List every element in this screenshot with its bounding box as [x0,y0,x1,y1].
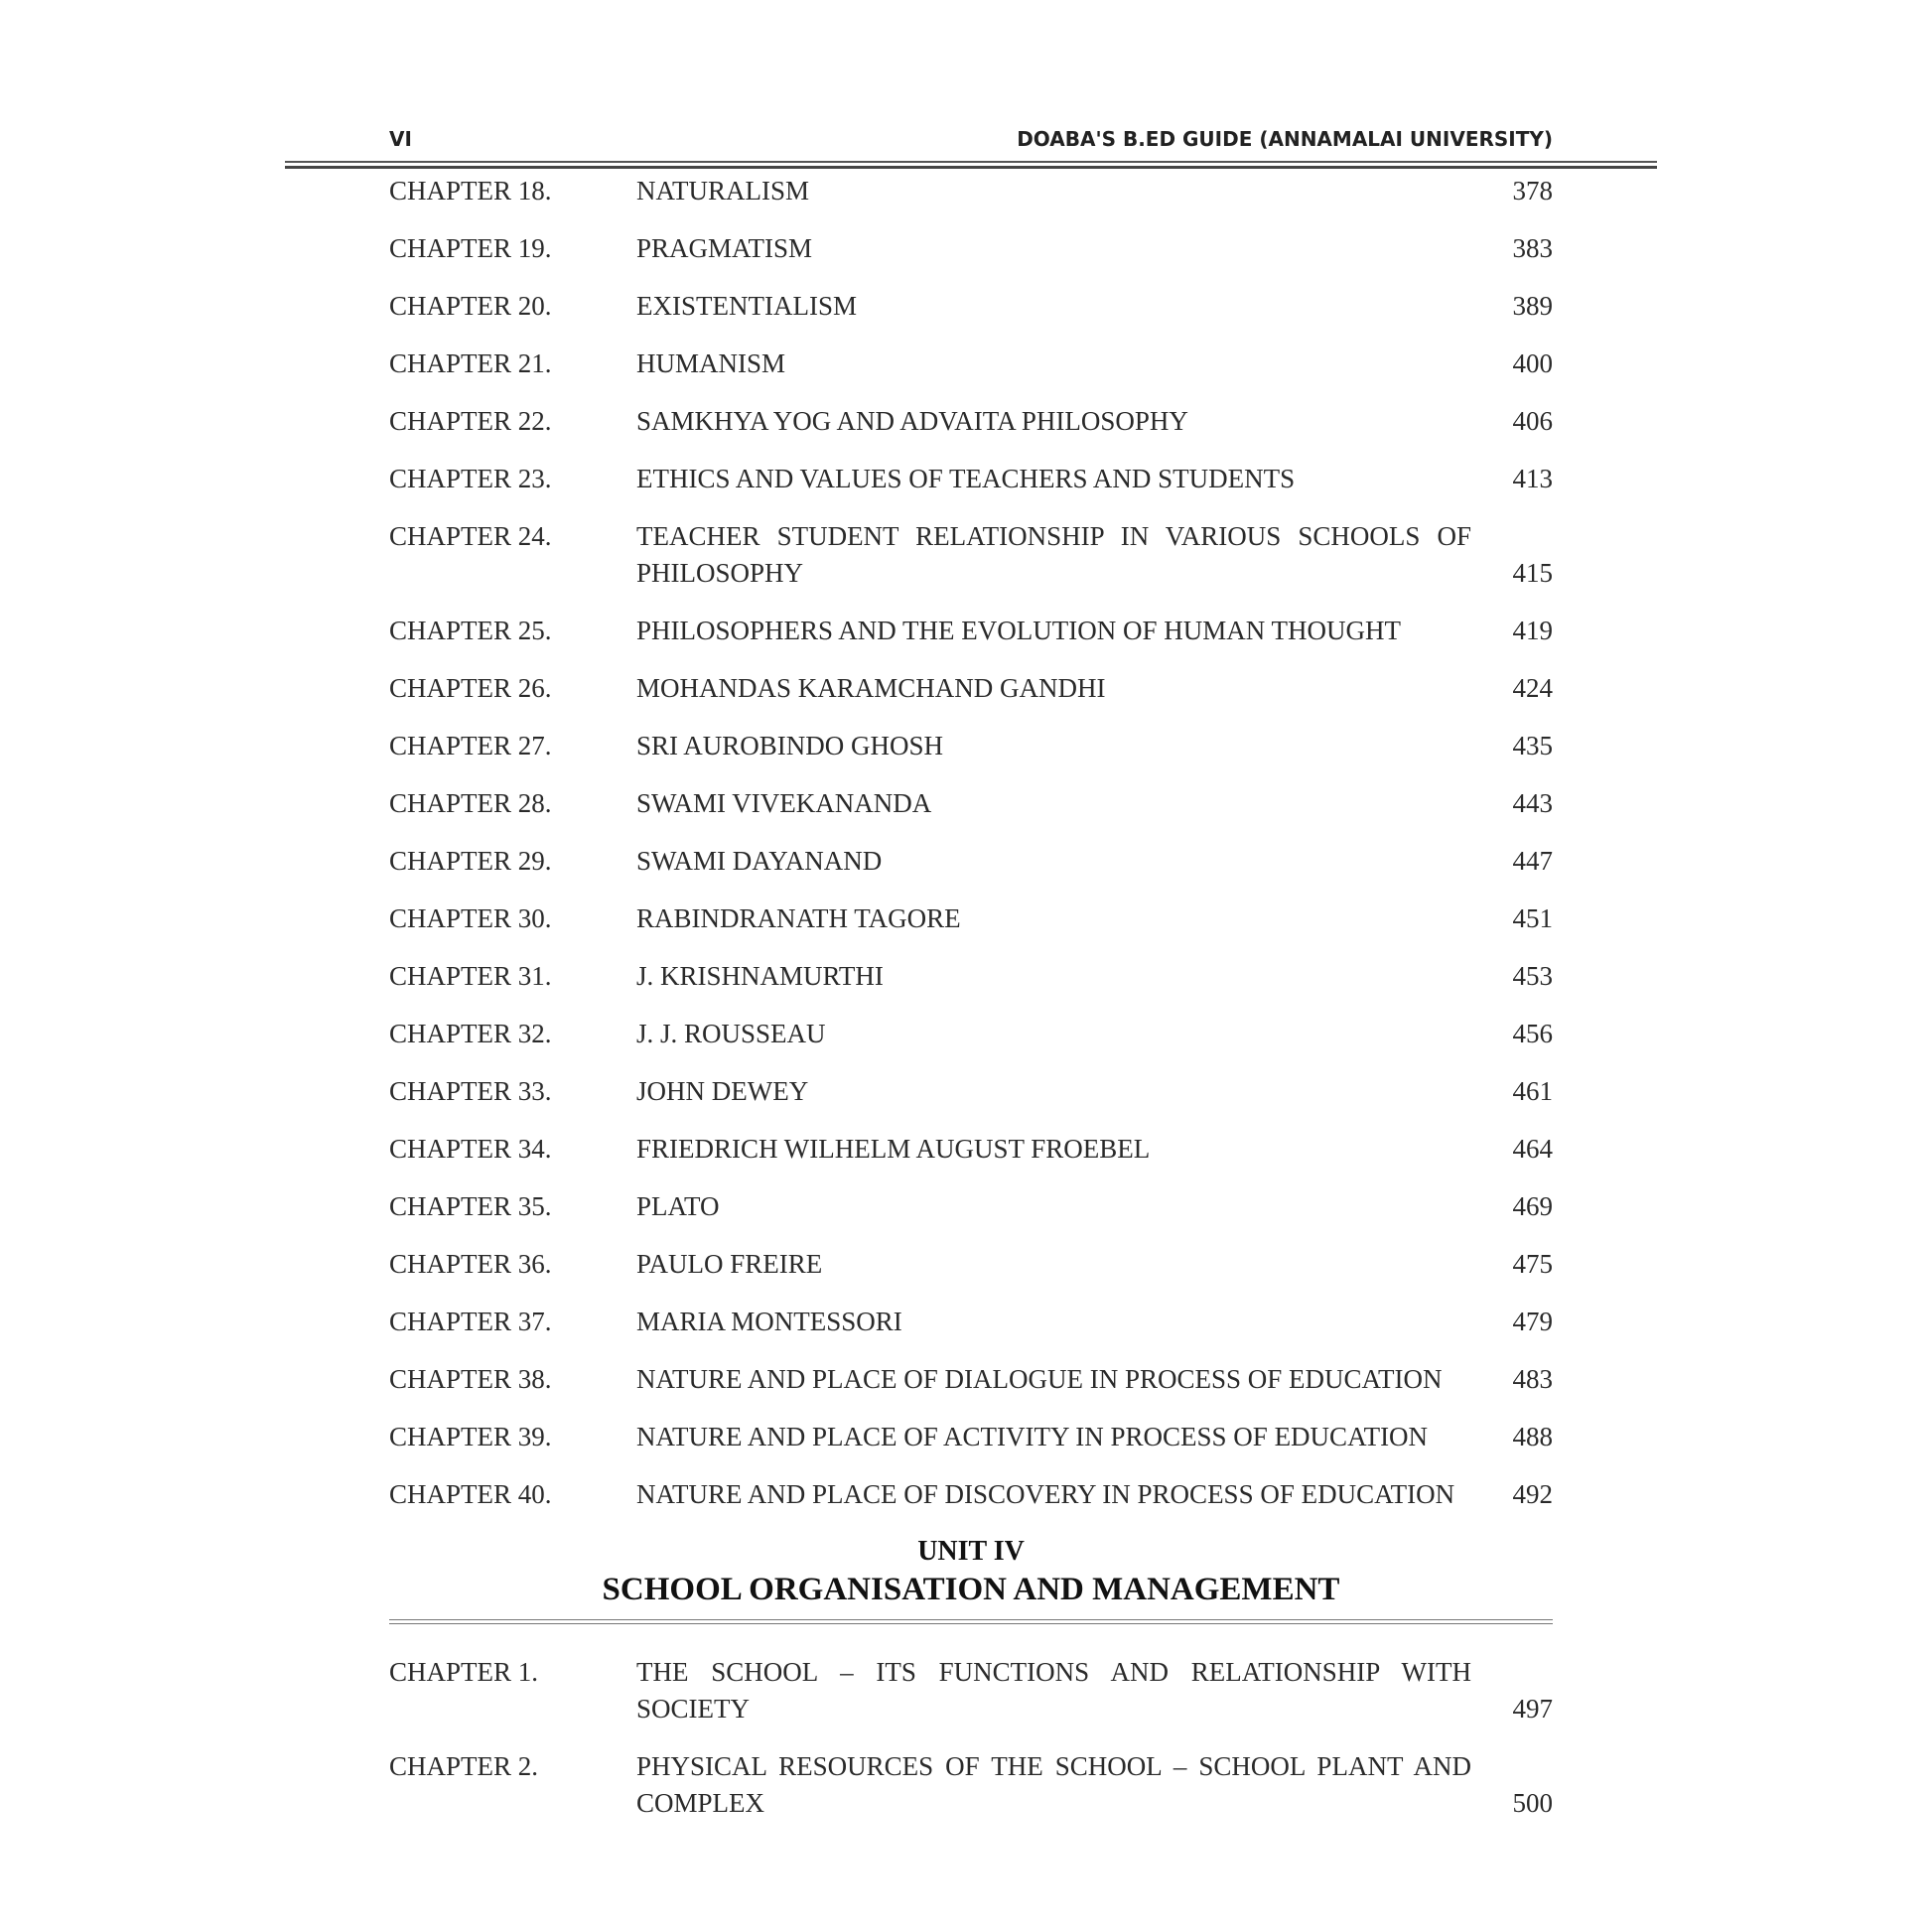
unit-rule [389,1619,1553,1620]
chapter-title: PRAGMATISM [636,233,813,263]
chapter-title: MOHANDAS KARAMCHAND GANDHI [636,673,1106,703]
chapter-title: NATURALISM [636,176,810,206]
page-number: 453 [1512,961,1553,991]
page-number: 378 [1512,176,1553,206]
page-number: 464 [1512,1134,1553,1164]
page-number: 443 [1512,788,1553,818]
toc-entry [389,518,1553,592]
chapter-number: CHAPTER 38. [389,1364,552,1394]
toc-entry [389,288,1553,325]
chapter-number: CHAPTER 29. [389,846,552,876]
chapter-title: SWAMI VIVEKANANDA [636,788,932,818]
unit-rule [389,1623,1553,1624]
page-number: 400 [1512,348,1553,378]
chapter-title: NATURE AND PLACE OF ACTIVITY IN PROCESS OF EDUCATION [636,1422,1429,1451]
toc-entry [389,1188,1553,1225]
page-number: 424 [1512,673,1553,703]
toc-entry [389,403,1553,440]
page-number: 389 [1512,291,1553,321]
chapter-number: CHAPTER 30. [389,903,552,933]
toc-entry [389,900,1553,937]
chapter-number: CHAPTER 28. [389,788,552,818]
chapter-number: CHAPTER 20. [389,291,552,321]
toc-entry [389,785,1553,822]
toc-entry [389,230,1553,267]
page-number: 413 [1512,464,1553,493]
chapter-title: PHYSICAL RESOURCES OF THE SCHOOL – SCHOOL PLANT AND COMPLEX [636,1751,1471,1818]
toc-entry [389,843,1553,880]
chapter-title: NATURE AND PLACE OF DISCOVERY IN PROCESS OF EDUCATION [636,1479,1455,1509]
page-number: 488 [1512,1422,1553,1451]
page-number: 419 [1512,616,1553,645]
toc-entry [389,958,1553,995]
chapter-number: CHAPTER 39. [389,1422,552,1451]
chapter-title: MARIA MONTESSORI [636,1307,902,1336]
chapter-number: CHAPTER 32. [389,1019,552,1048]
chapter-number: CHAPTER 36. [389,1249,552,1279]
chapter-number: CHAPTER 24. [389,521,552,551]
toc-entry [389,1016,1553,1052]
toc-entry [389,1476,1553,1513]
toc-entry [389,1246,1553,1283]
toc-entry [389,1073,1553,1110]
toc-list-unit-3 [389,173,1553,1513]
chapter-number: CHAPTER 35. [389,1191,552,1221]
chapter-title: TEACHER STUDENT RELATIONSHIP IN VARIOUS SCHOOLS OF PHILOSOPHY [636,521,1471,588]
page-number: 451 [1512,903,1553,933]
toc-entry [389,670,1553,707]
chapter-title: JOHN DEWEY [636,1076,809,1106]
page-number: 461 [1512,1076,1553,1106]
chapter-title: PLATO [636,1191,720,1221]
chapter-number: CHAPTER 27. [389,731,552,760]
chapter-title: SAMKHYA YOG AND ADVAITA PHILOSOPHY [636,406,1188,436]
page-number: 469 [1512,1191,1553,1221]
chapter-title: FRIEDRICH WILHELM AUGUST FROEBEL [636,1134,1151,1164]
chapter-title: ETHICS AND VALUES OF TEACHERS AND STUDENTS [636,464,1296,493]
chapter-title: NATURE AND PLACE OF DIALOGUE IN PROCESS OF EDUCATION [636,1364,1443,1394]
page-number: 435 [1512,731,1553,760]
toc-entry [389,1131,1553,1168]
page-number: 483 [1512,1364,1553,1394]
header-rule [285,161,1657,163]
chapter-title: RABINDRANATH TAGORE [636,903,961,933]
page-numeral: VI [389,127,412,151]
page-number: 492 [1512,1479,1553,1509]
unit-label: UNIT IV [917,1536,1025,1567]
toc-entry [389,613,1553,649]
chapter-number: CHAPTER 34. [389,1134,552,1164]
page-number: 456 [1512,1019,1553,1048]
toc-entry [389,345,1553,382]
page-number: 479 [1512,1307,1553,1336]
chapter-title: EXISTENTIALISM [636,291,857,321]
chapter-number: CHAPTER 1. [389,1657,539,1687]
chapter-number: CHAPTER 33. [389,1076,552,1106]
running-header: DOABA'S B.ED GUIDE (ANNAMALAI UNIVERSITY) [1017,127,1553,151]
toc-entry [389,173,1553,209]
chapter-number: CHAPTER 2. [389,1751,539,1781]
chapter-title: THE SCHOOL – ITS FUNCTIONS AND RELATIONSHIP WITH SOCIETY [636,1657,1471,1724]
chapter-number: CHAPTER 18. [389,176,552,206]
chapter-number: CHAPTER 22. [389,406,552,436]
toc-entry [389,1748,1553,1822]
chapter-number: CHAPTER 26. [389,673,552,703]
chapter-number: CHAPTER 31. [389,961,552,991]
header-rule-thick [285,166,1657,169]
toc-entry [389,1419,1553,1455]
unit-title: SCHOOL ORGANISATION AND MANAGEMENT [602,1572,1340,1607]
chapter-title: SWAMI DAYANAND [636,846,883,876]
page-number: 383 [1512,233,1553,263]
chapter-title: J. KRISHNAMURTHI [636,961,884,991]
toc-body [389,173,1553,1882]
chapter-number: CHAPTER 19. [389,233,552,263]
toc-entry [389,1361,1553,1398]
chapter-title: HUMANISM [636,348,786,378]
chapter-number: CHAPTER 40. [389,1479,552,1509]
chapter-title: J. J. ROUSSEAU [636,1019,826,1048]
chapter-number: CHAPTER 23. [389,464,552,493]
page-number: 475 [1512,1249,1553,1279]
page-number: 406 [1512,406,1553,436]
chapter-number: CHAPTER 37. [389,1307,552,1336]
toc-entry [389,1304,1553,1340]
toc-entry [389,461,1553,497]
chapter-title: PAULO FREIRE [636,1249,823,1279]
page-number: 500 [1512,1788,1553,1818]
page-number: 447 [1512,846,1553,876]
chapter-number: CHAPTER 21. [389,348,552,378]
toc-entry [389,1654,1553,1727]
chapter-title: PHILOSOPHERS AND THE EVOLUTION OF HUMAN THOUGHT [636,616,1402,645]
page-number: 497 [1512,1694,1553,1724]
toc-list-unit-4 [389,1654,1553,1822]
page-number: 415 [1512,558,1553,588]
chapter-title: SRI AUROBINDO GHOSH [636,731,944,760]
chapter-number: CHAPTER 25. [389,616,552,645]
toc-entry [389,728,1553,764]
